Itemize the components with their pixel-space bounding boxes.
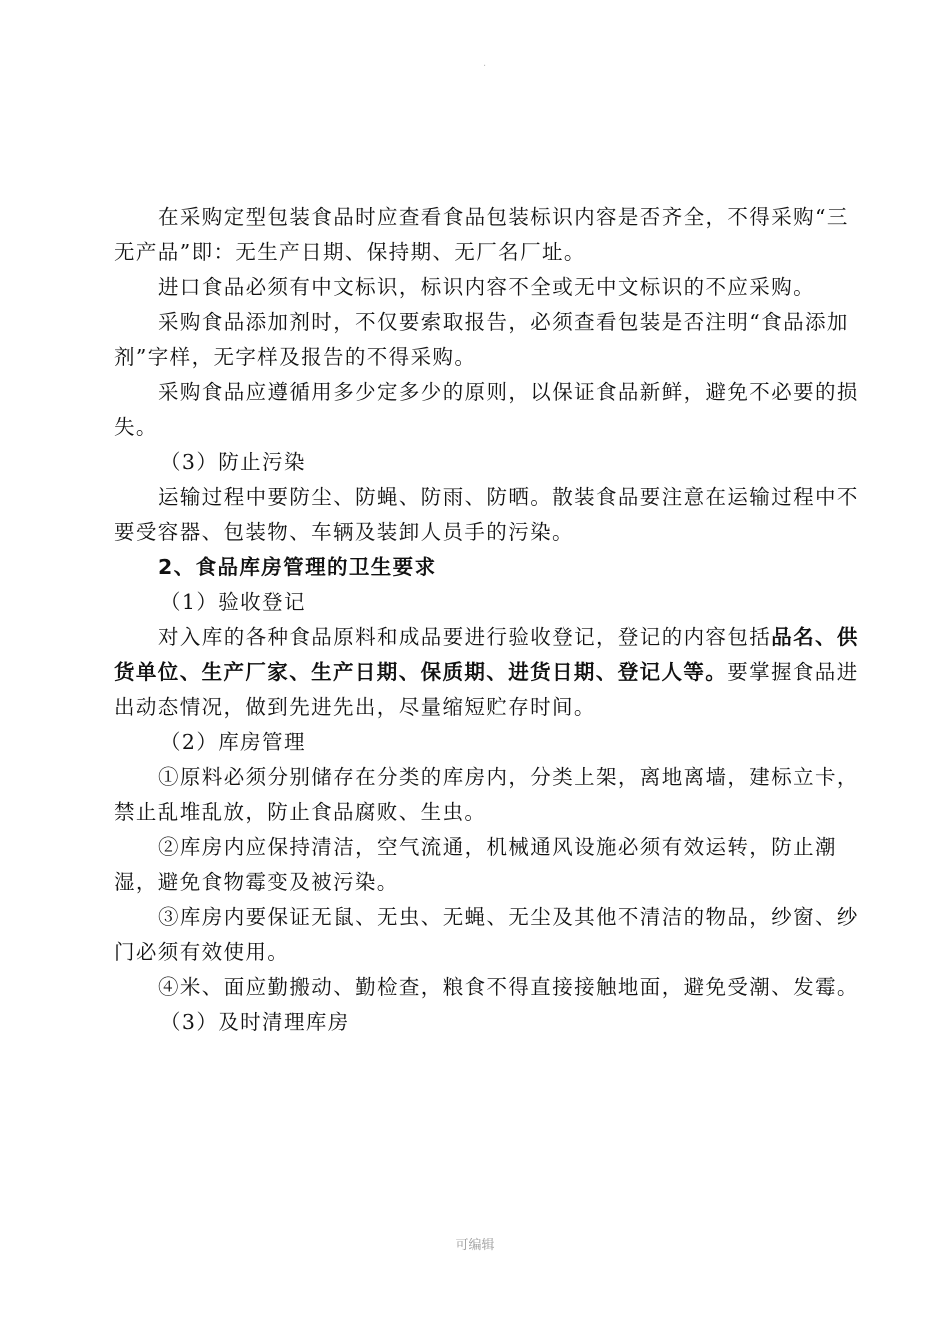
paragraph-packaged-food: 在采购定型包装食品时应查看食品包装标识内容是否齐全，不得采购“三无产品”即：无生产日期、保持期、无厂名厂址。 xyxy=(114,205,849,264)
paragraph-registration xyxy=(114,620,859,725)
heading-inspection-registration: （1）验收登记 xyxy=(160,590,306,614)
heading-timely-cleanup: （3）及时清理库房 xyxy=(160,1010,350,1034)
section-heading-warehouse: 2、食品库房管理的卫生要求 xyxy=(158,555,437,579)
paragraph-purchase-quantity: 采购食品应遵循用多少定多少的原则，以保证食品新鲜，避免不必要的损失。 xyxy=(114,380,859,439)
header-mark: . xyxy=(483,58,487,69)
footer-editable-label: 可编辑 xyxy=(455,1238,495,1253)
list-item-storage-4: ④米、面应勤搬动、勤检查，粮食不得直接接触地面，避免受潮、发霉。 xyxy=(158,975,859,999)
heading-warehouse-management: （2）库房管理 xyxy=(160,730,306,754)
registration-text-end: 要掌握食品进出动态情况，做到先进先出，尽量缩短贮存时间。 xyxy=(114,660,859,719)
registration-text-bold: 品名、供货单位、生产厂家、生产日期、保质期、进货日期、登记人等。 xyxy=(114,625,859,684)
list-item-storage-2: ②库房内应保持清洁，空气流通，机械通风设施必须有效运转，防止潮湿，避免食物霉变及被污染。 xyxy=(114,835,837,894)
paragraph-food-additives: 采购食品添加剂时，不仅要索取报告，必须查看包装是否注明“食品添加剂”字样，无字样及报告的不得采购。 xyxy=(114,310,849,369)
registration-text-start: 对入库的各种食品原料和成品要进行验收登记，登记的内容包括 xyxy=(158,625,772,649)
heading-prevent-contamination: （3）防止污染 xyxy=(160,450,306,474)
paragraph-imported-food: 进口食品必须有中文标识，标识内容不全或无中文标识的不应采购。 xyxy=(158,275,815,299)
list-item-storage-3: ③库房内要保证无鼠、无虫、无蝇、无尘及其他不清洁的物品，纱窗、纱门必须有效使用。 xyxy=(114,905,859,964)
list-item-storage-1: ①原料必须分别储存在分类的库房内，分类上架，离地离墙，建标立卡，禁止乱堆乱放，防止食品腐败、生虫。 xyxy=(114,765,859,824)
document-body xyxy=(114,200,859,1040)
paragraph-transport: 运输过程中要防尘、防蝇、防雨、防晒。散装食品要注意在运输过程中不要受容器、包装物、车辆及装卸人员手的污染。 xyxy=(114,485,859,544)
